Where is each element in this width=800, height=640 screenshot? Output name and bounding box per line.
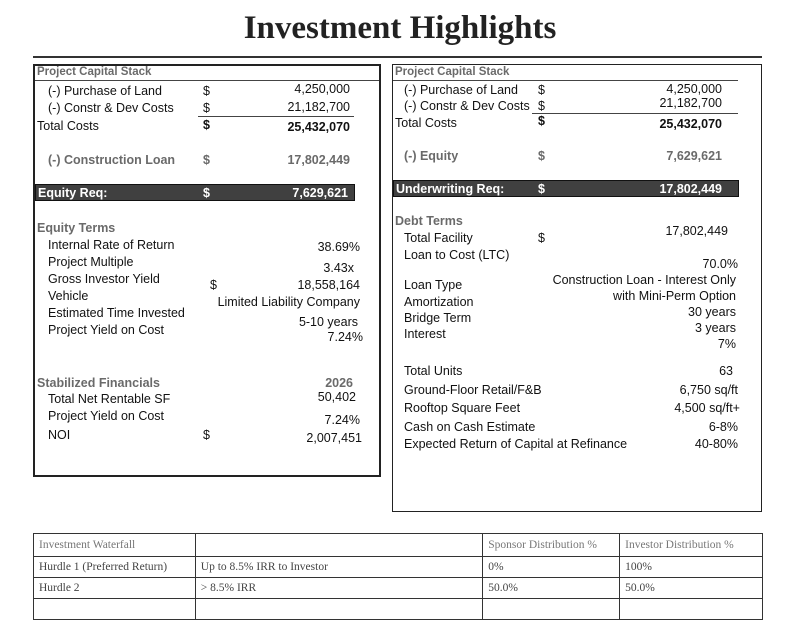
waterfall-cell: Hurdle 1 (Preferred Return) — [34, 557, 196, 578]
equity-term-value: 18,558,164 — [297, 278, 360, 292]
waterfall-cell: Up to 8.5% IRR to Investor — [195, 557, 483, 578]
stat-label: Expected Return of Capital at Refinance — [404, 437, 628, 451]
stat-value: 40-80% — [694, 437, 738, 451]
ltc-label: Loan to Cost (LTC) — [404, 248, 510, 262]
page-title: Investment Highlights — [243, 10, 557, 46]
left-loan-value: 17,802,449 — [287, 153, 350, 167]
left-row-label: (-) Constr & Dev Costs — [48, 101, 174, 115]
stabilized-currency: $ — [203, 428, 210, 442]
right-header-underline — [393, 80, 738, 81]
equity-term-value: Limited Liability Company — [217, 295, 360, 309]
loan-type-value: Construction Loan - Interest Only — [552, 273, 736, 287]
waterfall-cell: > 8.5% IRR — [195, 578, 483, 599]
right-row-label: (-) Purchase of Land — [404, 83, 518, 97]
amortization-value: 30 years — [688, 305, 736, 319]
underwriting-req-bar — [393, 180, 739, 197]
waterfall-cell: 50.0% — [620, 578, 763, 599]
equity-term-label: Gross Investor Yield — [48, 272, 160, 286]
left-capital-stack-header: Project Capital Stack — [37, 66, 152, 78]
stat-label: Rooftop Square Feet — [404, 401, 521, 415]
debt-terms-header: Debt Terms — [395, 214, 463, 228]
waterfall-cell: 100% — [620, 557, 763, 578]
table-row — [34, 599, 763, 620]
left-row-value: 21,182,700 — [287, 100, 350, 114]
right-row-label: (-) Constr & Dev Costs — [404, 99, 530, 113]
underwriting-req-value: 17,802,449 — [659, 182, 722, 196]
interest-label: Interest — [404, 327, 446, 341]
equity-term-label: Project Yield on Cost — [48, 323, 165, 337]
stat-value: 6,750 sq/ft — [679, 383, 738, 397]
ltc-value: 70.0% — [702, 257, 738, 271]
stabilized-label: NOI — [48, 428, 71, 442]
waterfall-header-cell — [195, 534, 483, 557]
waterfall-header-cell: Investment Waterfall — [34, 534, 196, 557]
right-total-value: 25,432,070 — [659, 117, 722, 131]
right-subtotal-line — [532, 113, 738, 114]
stabilized-label: Total Net Rentable SF — [48, 392, 171, 406]
equity-term-currency: $ — [210, 278, 217, 292]
equity-term-label: Vehicle — [48, 289, 89, 303]
stat-label: Ground-Floor Retail/F&B — [404, 383, 542, 397]
amortization-label: Amortization — [404, 295, 474, 309]
underwriting-req-currency: $ — [538, 182, 545, 196]
waterfall-cell: Hurdle 2 — [34, 578, 196, 599]
left-row-label: (-) Purchase of Land — [48, 84, 162, 98]
equity-term-label: Estimated Time Invested — [48, 306, 185, 320]
waterfall-header-cell: Sponsor Distribution % — [483, 534, 620, 557]
equity-req-label: Equity Req: — [38, 186, 108, 200]
left-row-currency: $ — [203, 84, 210, 98]
equity-term-label: Project Multiple — [48, 255, 134, 269]
loan-type-value-line2: with Mini-Perm Option — [613, 289, 736, 303]
waterfall-header-cell: Investor Distribution % — [620, 534, 763, 557]
right-total-label: Total Costs — [395, 116, 457, 130]
right-total-currency: $ — [538, 114, 545, 128]
waterfall-cell — [483, 599, 620, 620]
total-facility-currency: $ — [538, 231, 545, 245]
waterfall-cell: 0% — [483, 557, 620, 578]
equity-term-value: 3.43x — [323, 261, 354, 275]
stabilized-value: 7.24% — [324, 413, 360, 427]
left-total-label: Total Costs — [37, 119, 99, 133]
equity-req-currency: $ — [203, 186, 210, 200]
loan-type-label: Loan Type — [404, 278, 463, 292]
right-row-value: 4,250,000 — [666, 82, 722, 96]
stat-value: 63 — [719, 364, 733, 378]
stabilized-header: Stabilized Financials — [37, 376, 160, 390]
stat-value: 4,500 sq/ft+ — [674, 401, 740, 415]
total-facility-label: Total Facility — [404, 231, 473, 245]
equity-term-label: Internal Rate of Return — [48, 238, 175, 252]
right-row-currency: $ — [538, 99, 545, 113]
waterfall-cell — [34, 599, 196, 620]
left-subtotal-line — [198, 116, 354, 117]
left-row-currency: $ — [203, 101, 210, 115]
total-facility-value: 17,802,449 — [665, 224, 728, 238]
waterfall-header-row — [34, 534, 763, 557]
left-loan-label: (-) Construction Loan — [48, 153, 176, 167]
right-equity-currency: $ — [538, 149, 545, 163]
right-row-currency: $ — [538, 83, 545, 97]
waterfall-cell: 50.0% — [483, 578, 620, 599]
stat-value: 6-8% — [708, 420, 738, 434]
equity-req-value: 7,629,621 — [292, 186, 348, 200]
stabilized-value: 50,402 — [317, 390, 356, 404]
left-total-currency: $ — [203, 118, 210, 132]
stabilized-year: 2026 — [325, 376, 353, 390]
right-capital-stack-header: Project Capital Stack — [395, 66, 510, 78]
left-row-value: 4,250,000 — [294, 82, 350, 96]
equity-term-value: 38.69% — [317, 240, 360, 254]
stat-label: Total Units — [404, 364, 463, 378]
bridge-term-label: Bridge Term — [404, 311, 472, 325]
interest-value: 7% — [717, 337, 736, 351]
equity-term-value: 5-10 years — [298, 315, 358, 329]
title-rule — [33, 56, 762, 58]
underwriting-req-label: Underwriting Req: — [396, 182, 505, 196]
investment-waterfall-table — [33, 533, 763, 620]
left-loan-currency: $ — [203, 153, 210, 167]
stabilized-label: Project Yield on Cost — [48, 409, 165, 423]
bridge-term-value: 3 years — [695, 321, 736, 335]
stabilized-value: 2,007,451 — [306, 431, 362, 445]
right-row-value: 21,182,700 — [659, 96, 722, 110]
equity-terms-header: Equity Terms — [37, 221, 116, 235]
equity-term-value: 7.24% — [327, 330, 363, 344]
table-row — [34, 578, 763, 599]
left-header-underline — [35, 80, 379, 81]
stat-label: Cash on Cash Estimate — [404, 420, 536, 434]
left-total-value: 25,432,070 — [287, 120, 350, 134]
waterfall-cell — [620, 599, 763, 620]
waterfall-cell — [195, 599, 483, 620]
right-equity-value: 7,629,621 — [666, 149, 722, 163]
right-equity-label: (-) Equity — [404, 149, 459, 163]
table-row — [34, 557, 763, 578]
equity-req-bar — [35, 184, 355, 201]
